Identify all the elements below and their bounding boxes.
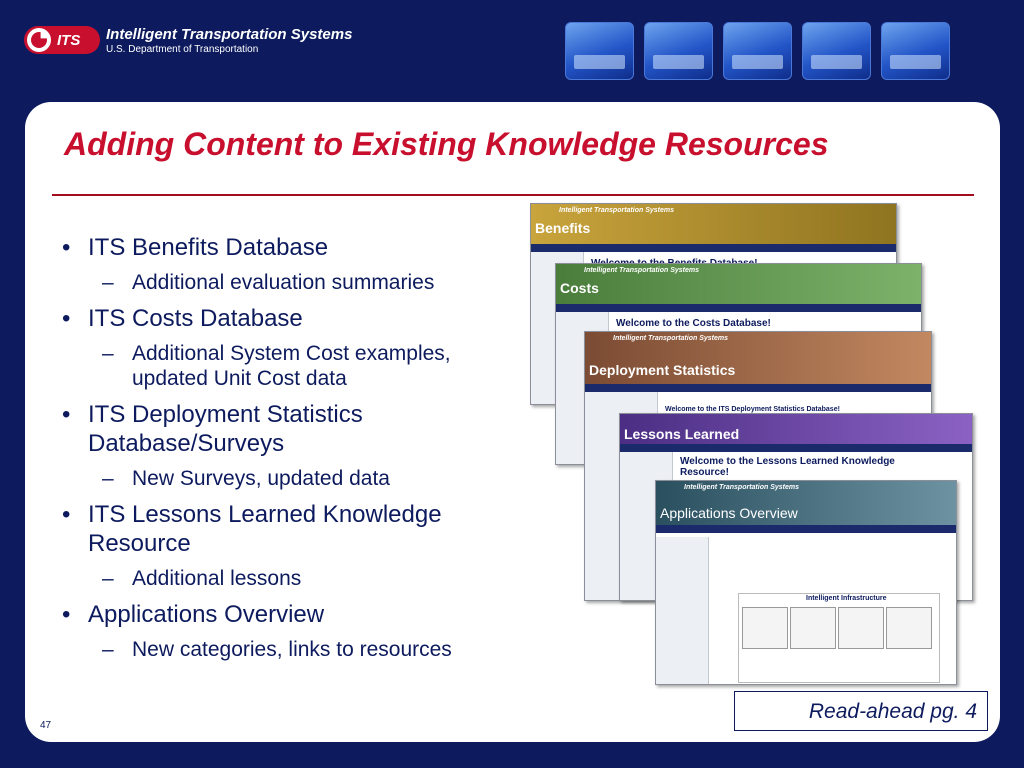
screenshot-section-title: Applications Overview: [660, 505, 798, 521]
screenshot-brand: Intelligent Transportation Systems: [613, 335, 729, 342]
screenshot-brand: Intelligent Transportation Systems: [559, 207, 675, 214]
screenshot-section-title: Costs: [560, 280, 599, 296]
bullet-item: • Applications Overview: [60, 600, 530, 629]
header-photo: [644, 22, 713, 80]
sub-bullet-item: – Additional System Cost examples, updated Unit Cost data: [60, 341, 530, 391]
sub-bullet-item: – New Surveys, updated data: [60, 466, 530, 491]
header-photo: [723, 22, 792, 80]
incident-icon: [886, 607, 932, 649]
freeway-icon: [790, 607, 836, 649]
its-logo-text: ITS: [57, 31, 81, 49]
sub-bullet-item: – Additional evaluation summaries: [60, 270, 530, 295]
read-ahead-note: Read-ahead pg. 4: [734, 691, 988, 731]
screenshot-section-title: Deployment Statistics: [589, 362, 736, 378]
screenshot-section-title: Benefits: [535, 220, 591, 236]
title-divider: [52, 194, 974, 196]
sub-bullet-item: – New categories, links to resources: [60, 637, 530, 662]
bullet-list: [60, 233, 530, 662]
header-photo-strip: [565, 22, 950, 80]
screenshot-welcome: Welcome to the Lessons Learned Knowledge Resource!: [680, 456, 895, 478]
screenshot-brand: Intelligent Transportation Systems: [684, 484, 800, 491]
brand-text: [106, 26, 352, 55]
screenshot-section-title: Lessons Learned: [624, 426, 740, 442]
screenshot-welcome: Welcome to the ITS Deployment Statistics Database!: [665, 406, 840, 413]
bullet-item: • ITS Deployment Statistics Database/Surveys: [60, 400, 530, 458]
header-bar: [0, 0, 1024, 100]
slide-title: Adding Content to Existing Knowledge Resources: [64, 126, 829, 162]
header-photo: [881, 22, 950, 80]
its-logo: [24, 26, 100, 54]
screenshot-welcome: Welcome to the Costs Database!: [616, 318, 771, 329]
screenshot-applications-overview: [655, 480, 957, 685]
traffic-light-icon: [742, 607, 788, 649]
bullet-item: • ITS Lessons Learned Knowledge Resource: [60, 500, 530, 558]
header-photo: [565, 22, 634, 80]
brand-title: Intelligent Transportation Systems: [106, 26, 353, 43]
bullet-item: • ITS Costs Database: [60, 304, 530, 333]
its-logo-icon: [27, 28, 51, 52]
brand-subtitle: U.S. Department of Transportation: [106, 44, 259, 55]
screenshot-brand: Intelligent Transportation Systems: [584, 267, 700, 274]
sub-bullet-item: – Additional lessons: [60, 566, 530, 591]
header-photo: [802, 22, 871, 80]
bus-icon: [838, 607, 884, 649]
page-number: 47: [40, 720, 52, 731]
bullet-item: • ITS Benefits Database: [60, 233, 530, 262]
grid-heading: Intelligent Infrastructure: [806, 595, 887, 602]
